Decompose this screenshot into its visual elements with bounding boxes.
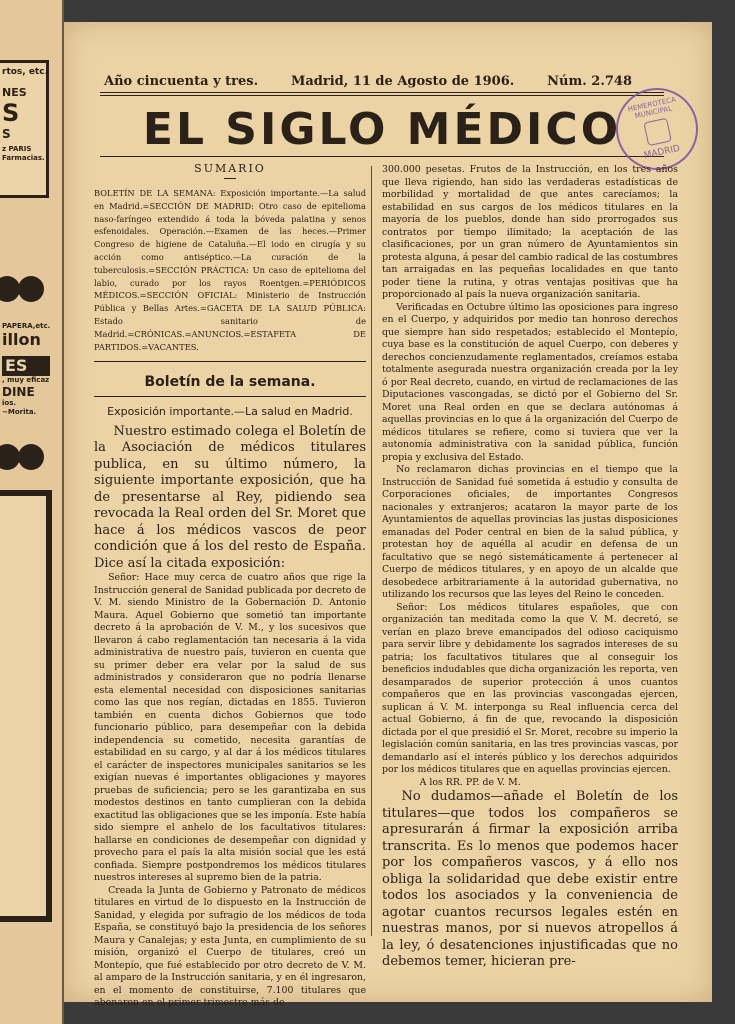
section-heading: Boletín de la semana. (144, 374, 316, 391)
edge-line: illon (2, 330, 41, 350)
masthead-rule (100, 156, 664, 157)
edge-line: Farmacias. (2, 153, 45, 162)
edge-dot (18, 276, 44, 302)
sumario-rule (224, 178, 236, 179)
article-paragraph: Señor: Los médicos titulares españoles, que con organización tan meditada como la que V. M. decretó, se verían en plazo breve emancipados del odioso caciquismo para servir libre y debidamente los sagrados intereses de su patria; los facultativos titulares que al conseguir los beneficios indudables que dicha organización les reporta, ven desamparados de superior protección á unos cuantos compañeros que en las provincias vascongadas ejercen, suplican á V. M. interponga su Real influencia cerca del actual Gobierno, á fin de que, revocando la disposición dictada por el que presidió el Sr. Moret, recobre su imperio la legislación común sanitaria, en las tres provincias vascas, por demandarlo así el interés público y los derechos adquiridos por los médicos titulares que en aquellas provincias ejercen. (382, 601, 678, 775)
adjacent-page-edge (0, 0, 64, 1024)
left-column (94, 162, 366, 1010)
right-column (382, 164, 678, 971)
edge-line: DINE (2, 384, 35, 399)
sumario-end-rule (94, 361, 366, 362)
edge-line: , muy eficaz (2, 376, 50, 385)
adjacent-ad-mid (2, 322, 50, 416)
edge-dot (0, 444, 20, 470)
edge-line: S (2, 126, 11, 141)
edge-line: NES (2, 85, 27, 99)
column-divider (371, 166, 372, 936)
stamp-bottom-text: MADRID (642, 143, 681, 162)
article-paragraph: No dudamos—añade el Boletín de los titulares—que todos los compañeros se apresurarán á firmar la exposición arriba transcrita. Es lo menos que podemos hacer por los compañeros vascos, y á ello nos obliga la solidaridad que debe existir entre todos los asociados y la conveniencia de agotar cuantos recursos legales estén en nuestras manos, por si nuevos atropellos á la ley, ó desatenciones injustificadas que no debemos temer, hicieran pre- (382, 789, 678, 969)
edge-line: S (2, 98, 20, 127)
adjacent-ad-bottom (0, 490, 52, 922)
newspaper-page (64, 22, 712, 1009)
edge-line: ~Morita. (2, 407, 37, 416)
article-signoff: A los RR. PP. de V. M. (419, 776, 521, 788)
issue-date: Madrid, 11 de Agosto de 1906. (290, 74, 515, 89)
edge-dot (18, 444, 44, 470)
sumario-text: BOLETÍN DE LA SEMANA: Exposición importante.—La salud en Madrid.=SECCIÓN DE MADRID: Otro caso de epitelioma naso-faríngeo extendido á toda la bóveda palatina y senos esfenoidales. Operación.—Examen de las heces.—Primer Congreso de higiene de Cataluña.—El iodo en cirugía y su acción como antiséptico.—La curación de la tuberculosis.=SECCIÓN PRÁCTICA: Un caso de epitelioma del labio, curado por los rayos Roentgen.=PERIÓDICOS MÉDICOS.=SECCIÓN OFICIAL: Ministerio de Instrucción Pública y Bellas Artes.=GACETA DE LA SALUD PÚBLICA: Estado sanitario de Madrid.=CRÓNICAS.=ANUNCIOS.=ESTAFETA DE PARTIDOS.=VACANTES. (94, 188, 366, 352)
coat-of-arms-icon (643, 118, 671, 146)
edge-line: rtos, etc. (2, 67, 48, 77)
edge-dot (0, 276, 20, 302)
section-rule (94, 396, 366, 397)
sumario-heading: SUMARIO (194, 162, 266, 175)
stamp-top-text: HEMEROTECA MUNICIPAL (627, 95, 677, 121)
article-paragraph: 300.000 pesetas. Frutos de la Instrucción, en los tres años que lleva rigiendo, han sido las verdaderas estadísticas de morbilidad y mortalidad de que antes carecíamos; la estabilidad en sus cargos de los médicos titulares en la mayoría de los pueblos, donde han sido prorrogados sus contratos por tiempo ilimitado; la aceptación de las clasificaciones, por un gran número de Ayuntamientos sin protesta alguna, á pesar del cambio radical de las costumbres tan arraigadas en las pequeñas localidades en que tanto poder tiene la rutina, y otras ventajas positivas que ha proporcionado al país la nueva organización sanitaria. (382, 164, 678, 300)
edge-line: ios. (2, 399, 17, 408)
article-intro: Nuestro estimado colega el Boletín de la Asociación de médicos titulares publica, en su último número, la siguiente importante exposición, que ha de presentarse al Rey, pidiendo sea revocada la Real orden del Sr. Moret que hace á los médicos vascos de peor condición que á los del resto de España. Dice así la citada exposición: (94, 423, 366, 571)
edge-line: ES (2, 356, 50, 376)
issue-header (104, 74, 672, 89)
article-paragraph: Creada la Junta de Gobierno y Patronato de médicos titulares en virtud de lo dispuesto en la Instrucción de Sanidad, y elegida por sufragio de los médicos de toda España, se constituyó bajo la presidencia de los señores Maura y Canalejas; y esta Junta, en cumplimiento de su misión, organizó el Cuerpo de titulares, creó un Montepío, que fué establecido por otro decreto de V. M. al amparo de la Instrucción sanitaria, y en él ingresaron, en el momento de constituirse, 7.100 titulares que abonaron en el primer trimestre más de (94, 884, 366, 1009)
article-subheading: Exposición importante.—La salud en Madrid. (107, 404, 353, 418)
edge-line: PAPERA,etc. (2, 322, 51, 330)
issue-number: Núm. 2.748 (547, 74, 632, 89)
header-rule (100, 92, 664, 93)
issue-year: Año cincuenta y tres. (104, 74, 259, 89)
article-paragraph: Señor: Hace muy cerca de cuatro años que rige la Instrucción general de Sanidad publicada por decreto de V. M. siendo Ministro de la Gobernación D. Antonio Maura. Aquel Gobierno que sometió tan importante decreto á la aprobación de V. M., y los sucesivos que llevaron á cabo reglamentación tan necesaria á la vida administrativa de nuestro país, tuvieron en cuenta que su primer deber era velar por la salud de sus administrados y consideraron que no podría llenarse esta elemental necesidad con disposiciones sanitarias como las que nos regían, dictadas en 1855. Tuvieron también en cuenta dichos Gobiernos que todo funcionario público, para desempeñar con la debida independencia su cometido, necesita garantías de estabilidad en su cargo, y al dar á los médicos titulares el carácter de inspectores municipales sanitarios se les exigían nuevas é importantes obligaciones y mayores pruebas de suficiencia; pero se les garantizaba en sus modestos destinos en tanto cumplieran con la debida exactitud las obligaciones que se les imponía. Este había sido siempre el anhelo de los facultativos titulares: hallarse en condiciones de desempeñar con dignidad y provecho para el país la alta misión social que les está confiada. Siempre postpondremos los médicos titulares nuestros intereses al supremo bien de la patria. (94, 572, 366, 884)
article-paragraph: No reclamaron dichas provincias en el tiempo que la Instrucción de Sanidad fué sometida á estudio y consulta de Corporaciones oficiales, de importantes Congresos nacionales y extranjeros; acataron la mayor parte de los Ayuntamientos de aquellas provincias las justas disposiciones emanadas del Poder central en bien de la salud pública, y protestan hoy de aquélla al acudir en defensa de un facultativo que se negó sistemáticamente á pertenecer al Cuerpo de médicos titulares, y en apoyo de un alcalde que desobedece arbitrariamente á la autoridad gubernativa, no utilizando los recursos que las leyes del Reino le conceden. (382, 464, 678, 600)
article-paragraph: Verificadas en Octubre último las oposiciones para ingreso en el Cuerpo, y adquiridos por medio tan honroso derechos que siempre han sido respetados; establecido el Montepío, cuya base es la constitución de aquel Cuerpo, con deberes y derechos concienzudamente reglamentados, creíamos estaba totalmente asegurada nuestra organización creada por la ley ó por Real decreto, cuando, en virtud de reclamaciones de las Diputaciones vascongadas, se dictó por el Gobierno del Sr. Moret una Real orden en que se declara autónomas á aquellas provincias en lo que á la organización del Cuerpo de médicos titulares se refiere, como si tuviera que ver la autonomía administrativa con la sanidad pública, función propia y exclusiva del Estado. (382, 301, 678, 463)
header-rule (100, 95, 664, 96)
adjacent-ad-top-text (0, 63, 46, 166)
edge-line: z PARIS (2, 145, 32, 154)
adjacent-ad-top (0, 60, 49, 198)
masthead-title: EL SIGLO MÉDICO (142, 104, 622, 155)
